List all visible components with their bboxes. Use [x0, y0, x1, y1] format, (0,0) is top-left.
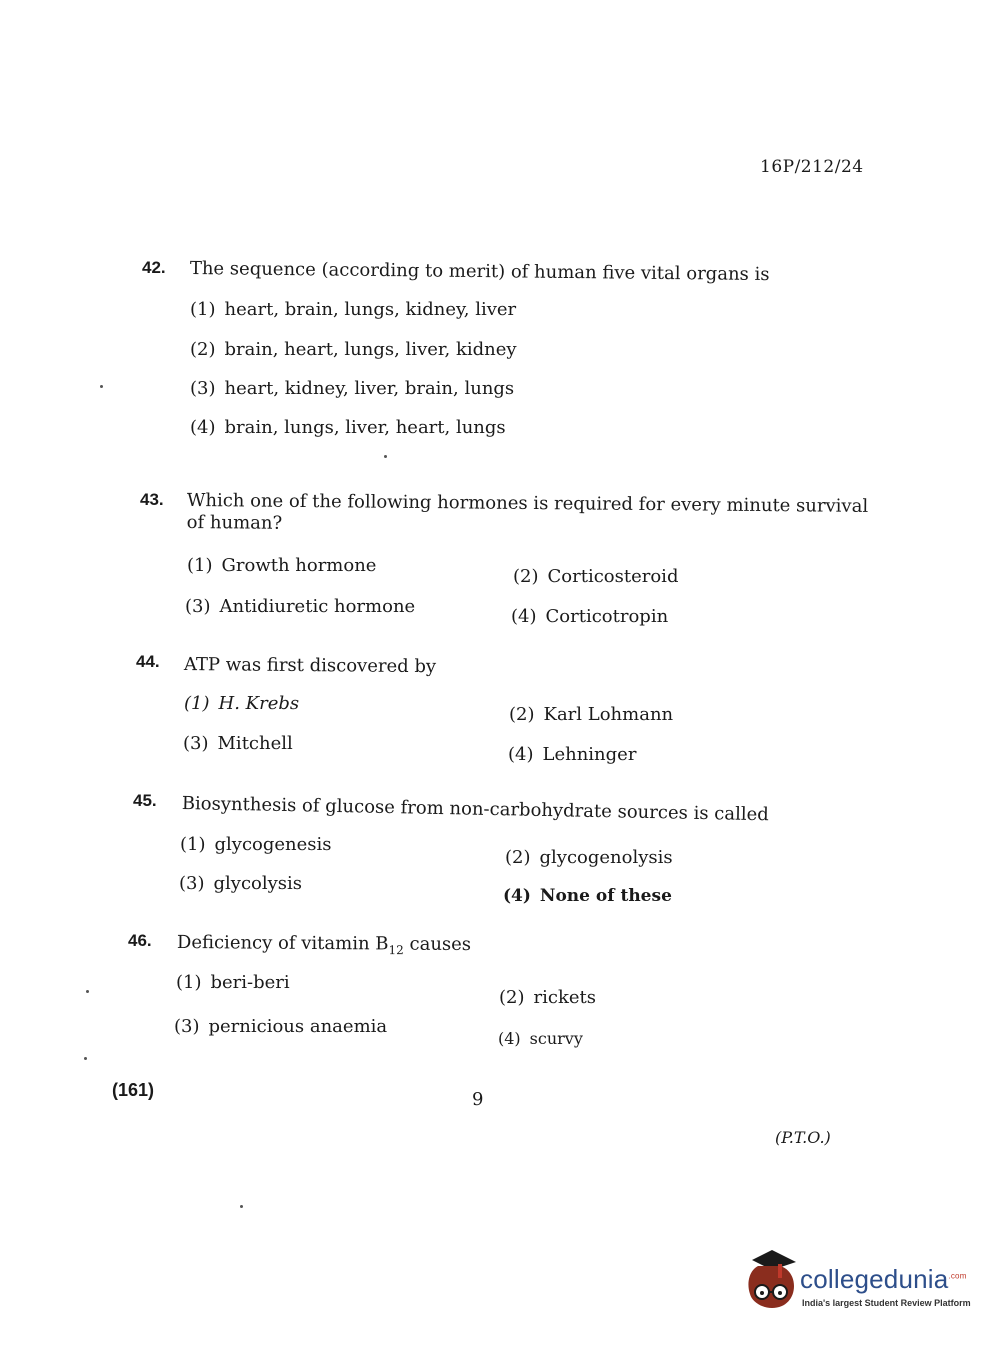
option-2: (2) Karl Lohmann — [509, 704, 674, 725]
option-1: (1) heart, brain, lungs, kidney, liver — [190, 299, 517, 320]
option-3: (3) Antidiuretic hormone — [185, 596, 416, 617]
question-text: Which one of the following hormones is required for every minute survival of human? — [186, 490, 869, 534]
option-4: (4) brain, lungs, liver, heart, lungs — [190, 417, 506, 438]
option-4: (4) None of these — [503, 886, 672, 906]
question-number: 45. — [133, 791, 157, 810]
scan-speck — [84, 1057, 87, 1060]
option-1: (1) H. Krebs — [184, 693, 300, 714]
collegedunia-logo — [742, 1248, 972, 1316]
page-number: 9 — [472, 1089, 484, 1110]
scan-speck — [100, 385, 103, 388]
question-number: 43. — [140, 490, 164, 509]
question-text: Deficiency of vitamin $B_{12}$ causes — [176, 932, 472, 958]
option-4: (4) Lehninger — [508, 744, 637, 765]
option-3: (3) glycolysis — [179, 873, 303, 894]
question-text: ATP was first discovered by — [183, 654, 437, 678]
brand-tagline: India's largest Student Review Platform — [802, 1298, 971, 1308]
question-text: The sequence (according to merit) of human five vital organs is — [189, 258, 770, 286]
scan-speck — [86, 990, 89, 993]
brand-wordmark: collegedunia$^{.com}$ — [800, 1264, 967, 1294]
option-3: (3) heart, kidney, liver, brain, lungs — [190, 378, 515, 399]
scan-speck — [240, 1205, 243, 1208]
paper-code: 16P/212/24 — [760, 157, 864, 177]
option-2: (2) Corticosteroid — [513, 566, 679, 587]
option-2: (2) brain, heart, lungs, liver, kidney — [190, 339, 517, 360]
option-4: (4) Corticotropin — [511, 606, 669, 627]
option-1: (1) Growth hormone — [187, 555, 377, 576]
question-number: 44. — [136, 652, 160, 671]
question-number: 46. — [128, 931, 152, 950]
scan-speck — [384, 455, 387, 458]
option-4: (4) scurvy — [498, 1029, 583, 1048]
booklet-code: (161) — [112, 1080, 155, 1100]
option-2: (2) rickets — [499, 987, 596, 1008]
option-2: (2) glycogenolysis — [505, 847, 673, 868]
pto-note: (P.T.O.) — [775, 1128, 831, 1147]
mascot-icon — [742, 1248, 800, 1316]
option-3: (3) pernicious anaemia — [174, 1016, 388, 1037]
question-text: Biosynthesis of glucose from non-carbohydrate sources is called — [181, 793, 769, 826]
option-3: (3) Mitchell — [183, 733, 293, 754]
question-number: 42. — [142, 258, 166, 277]
option-1: (1) beri-beri — [176, 972, 290, 993]
option-1: (1) glycogenesis — [180, 834, 332, 855]
